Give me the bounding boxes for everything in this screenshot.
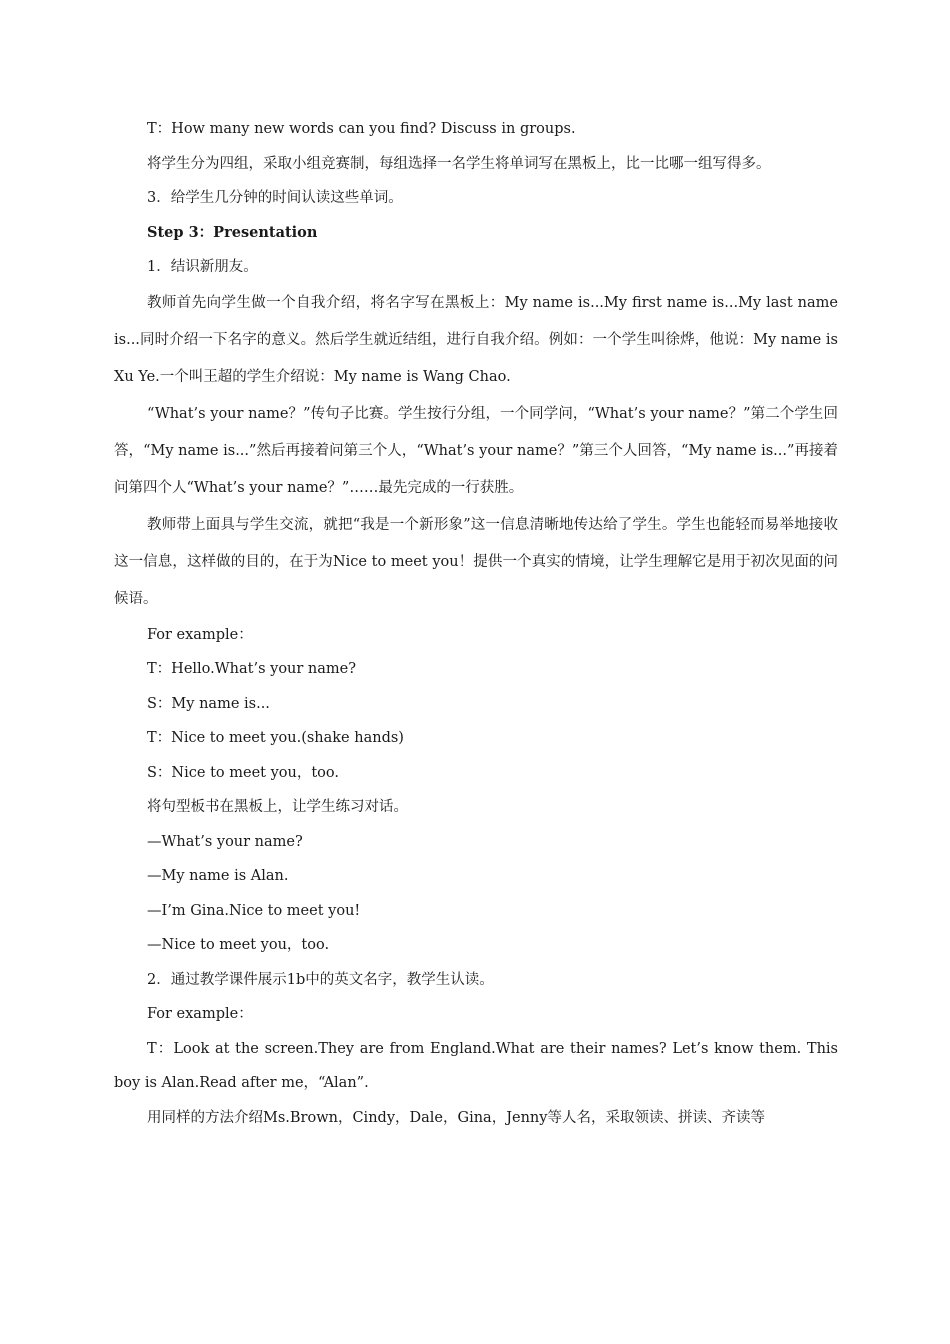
paragraph-self-introduction: 教师首先向学生做一个自我介绍，将名字写在黑板上：My name is...My first name is...My last name is...同时介绍一下名字的意义。然后学生就近结组，进行自我介绍。例如：一个学生叫徐烨，他说：My name is Xu Ye.一个叫王超的学生介绍说：My name is Wang Chao. [114,294,838,385]
dialogue-line: —Nice to meet you，too. [147,937,330,953]
dialogue-line: T：Look at the screen.They are from England.What are their names? Let’s know them. This boy is Alan.Read after me，“Alan”. [114,1040,838,1091]
dialogue-line: S：Nice to meet you，too. [147,764,339,781]
paragraph-courseware-names: 2．通过教学课件展示1b中的英文名字，教学生认读。 [147,971,494,988]
dialogue-line: T：Nice to meet you.(shake hands) [147,730,404,746]
dialogue-line: —I’m Gina.Nice to meet you! [147,902,361,919]
document-body [114,112,838,1135]
paragraph-meet-friends: 1．结识新朋友。 [147,259,258,275]
paragraph-sentence-game: “What’s your name？”传句子比赛。学生按行分组，一个同学问，“What’s your name？”第二个学生回答，“My name is...”然后再接着问第三个人，“What’s your name？”第三个人回答，“My name is...”再接着问第四个人“What’s your name？”……最先完成的一行获胜。 [114,405,838,496]
paragraph-question: T：How many new words can you find? Discuss in groups. [147,121,576,137]
section-heading-presentation: Step 3：Presentation [147,223,318,241]
dialogue-line: —What’s your name? [147,833,303,850]
dialogue-line: —My name is Alan. [147,868,289,884]
paragraph-step-read-words: 3．给学生几分钟的时间认读这些单词。 [147,190,403,206]
dialogue-line: S：My name is... [147,695,270,712]
paragraph-board-practice: 将句型板书在黑板上，让学生练习对话。 [147,799,408,815]
paragraph-mask-activity: 教师带上面具与学生交流，就把“我是一个新形象”这一信息清晰地传达给了学生。学生也能轻而易举地接收这一信息，这样做的目的，在于为Nice to meet you！提供一个真实的情境，让学生理解它是用于初次见面的问候语。 [114,516,838,607]
paragraph-group-contest: 将学生分为四组，采取小组竞赛制，每组选择一名学生将单词写在黑板上，比一比哪一组写得多。 [147,155,771,172]
paragraph-example-label: For example： [147,1006,253,1022]
paragraph-example-label: For example： [147,626,253,643]
paragraph-name-introduction: 用同样的方法介绍Ms.Brown，Cindy，Dale，Gina，Jenny等人名，采取领读、拼读、齐读等 [147,1109,765,1126]
dialogue-line: T：Hello.What’s your name? [147,661,357,677]
